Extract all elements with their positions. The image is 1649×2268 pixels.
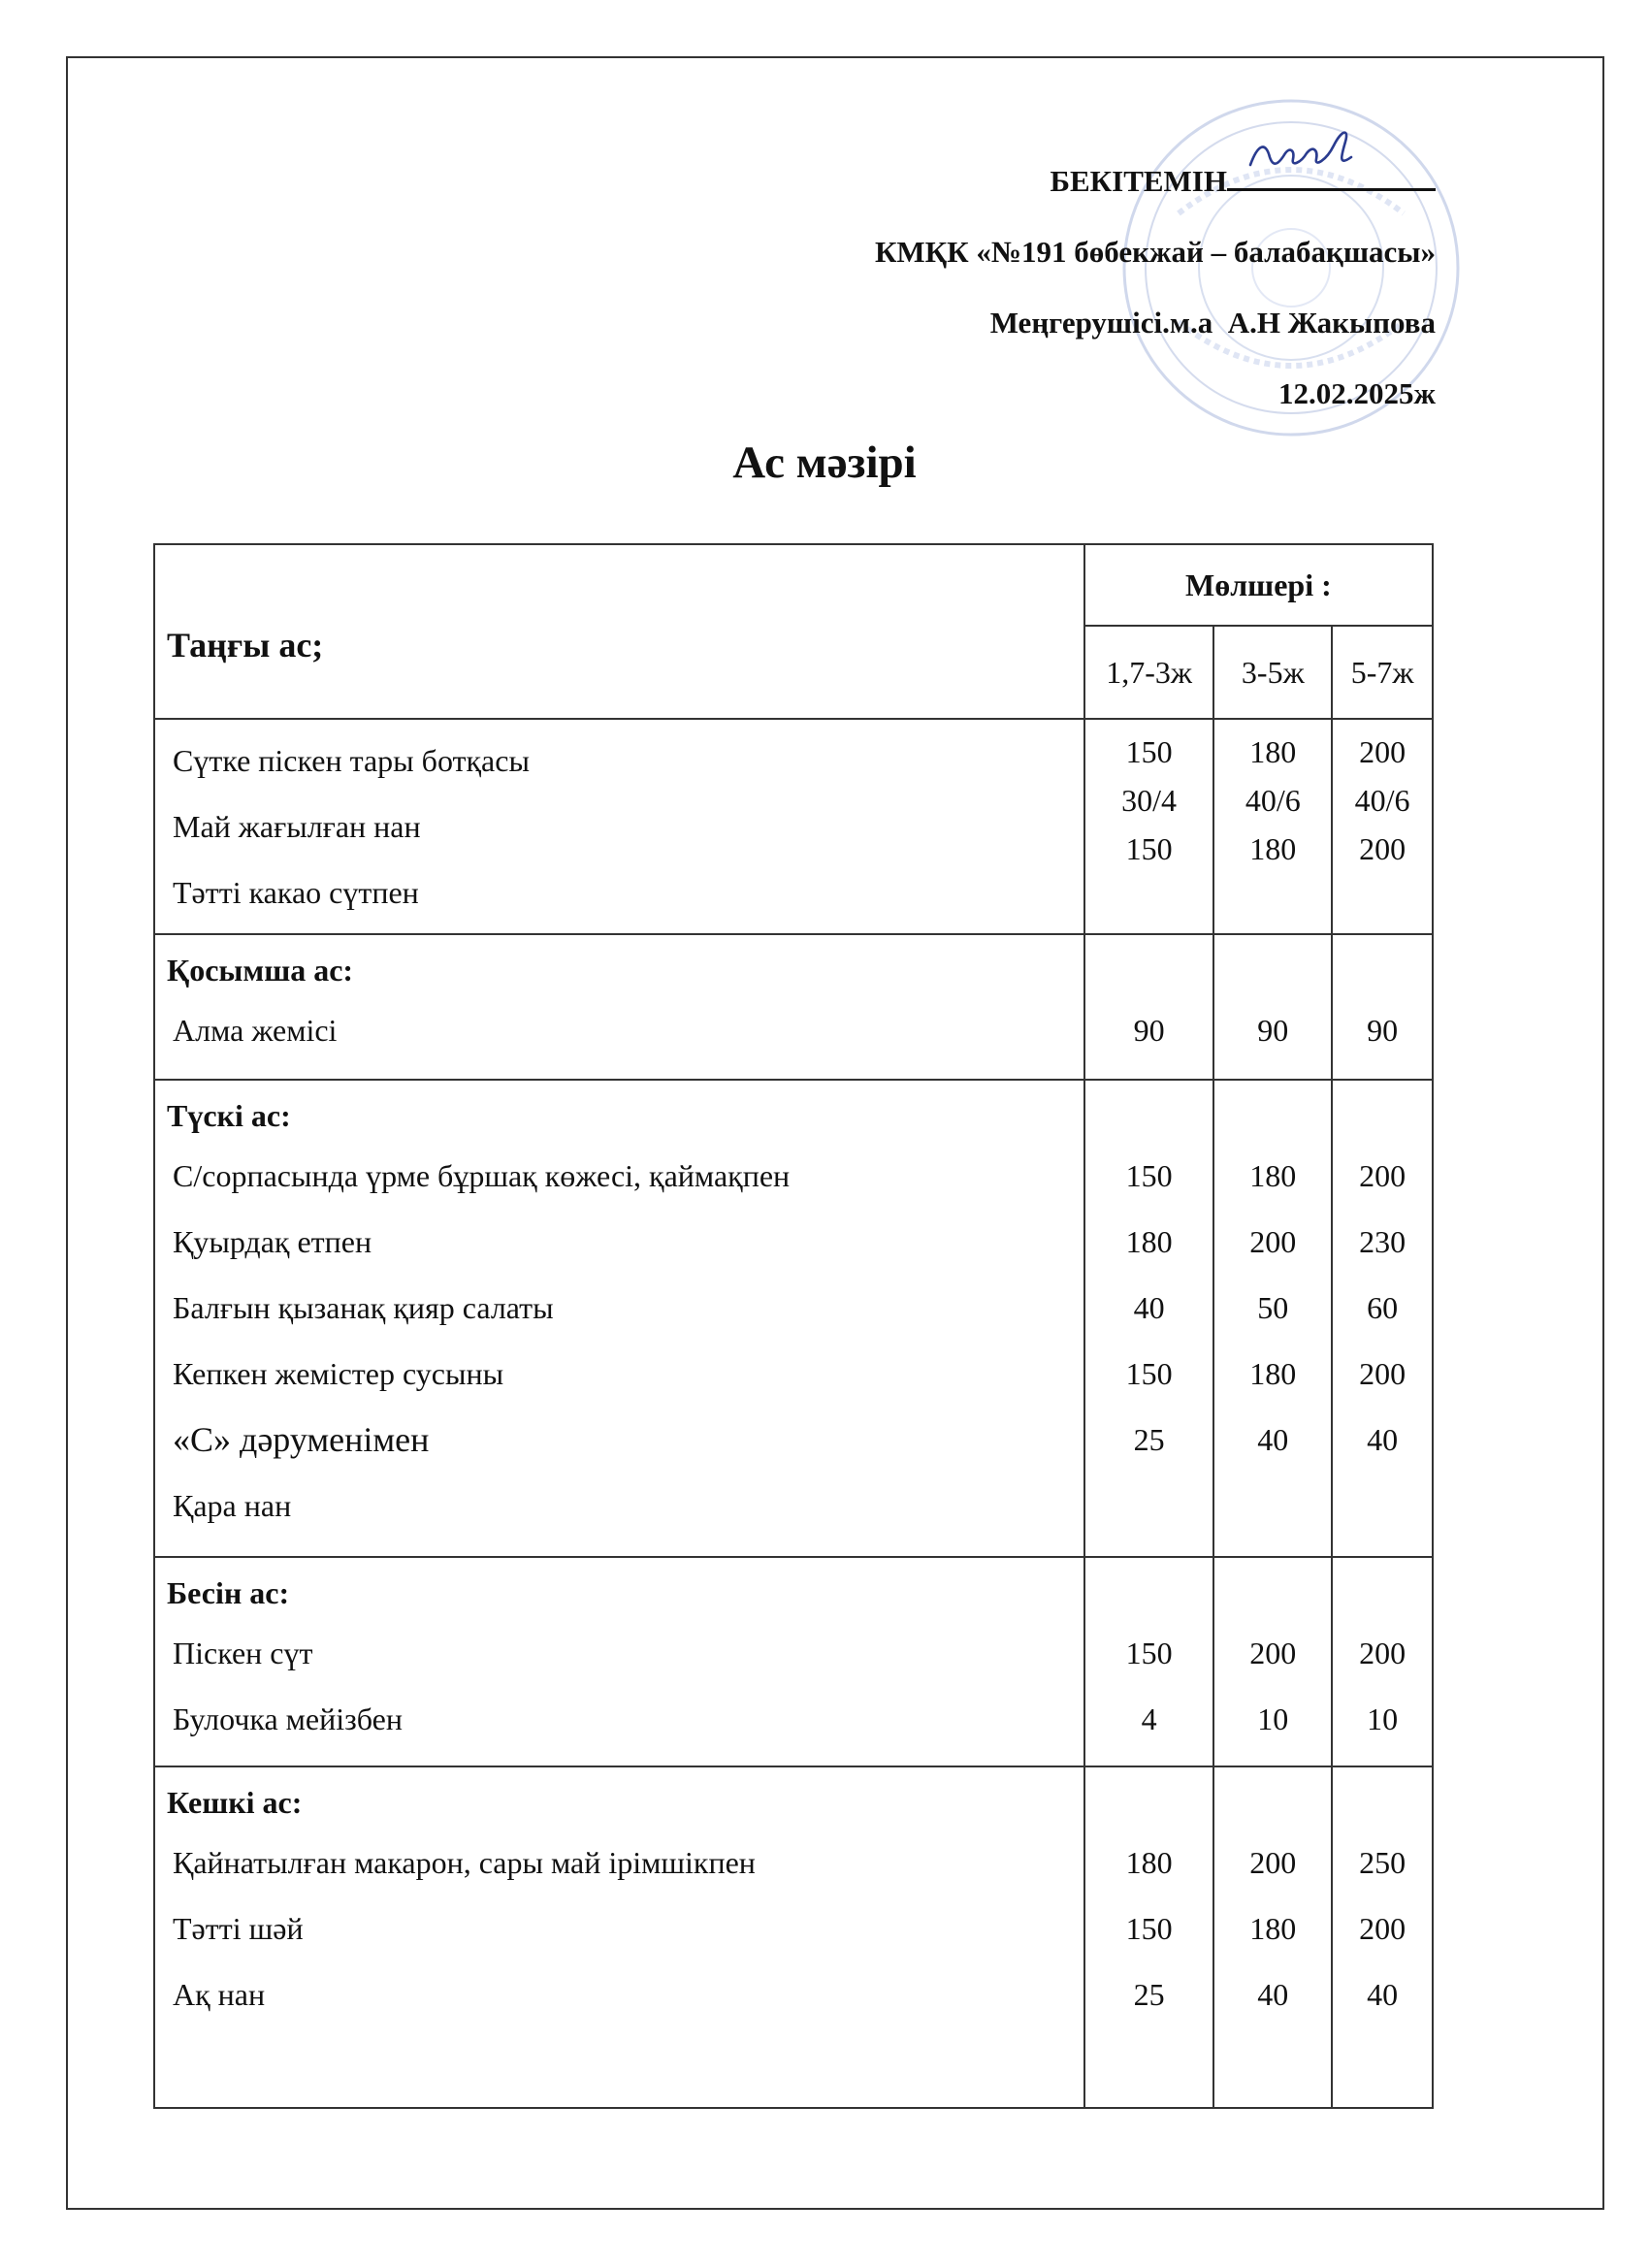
amount-value: 180 bbox=[1249, 1356, 1297, 1391]
amount-value: 50 bbox=[1257, 1290, 1289, 1325]
amount-value: 40 bbox=[1367, 1977, 1399, 2012]
section-title: Бесін ас: bbox=[167, 1575, 290, 1610]
amount-value: 230 bbox=[1359, 1224, 1406, 1259]
amount-value: 40 bbox=[1133, 1290, 1165, 1325]
afternoon-amounts-3 bbox=[1332, 1557, 1433, 1766]
amount-value: 90 bbox=[1367, 1013, 1399, 1048]
afternoon-amounts-1 bbox=[1084, 1557, 1214, 1766]
list-item: Тәтті какао сүтпен bbox=[173, 875, 419, 910]
breakfast-amounts-2 bbox=[1213, 719, 1332, 934]
amount-value: 200 bbox=[1249, 1636, 1297, 1670]
list-item: Қуырдақ етпен bbox=[173, 1224, 372, 1259]
list-item: Піскен сүт bbox=[173, 1636, 313, 1670]
amount-value: 30/4 bbox=[1121, 783, 1178, 818]
amount-value: 200 bbox=[1359, 1356, 1406, 1391]
lunch-items bbox=[154, 1080, 1084, 1557]
page-title: Ас мәзірі bbox=[732, 437, 917, 488]
lunch-amounts-2 bbox=[1213, 1080, 1332, 1557]
section-title: Түскі ас: bbox=[167, 1098, 291, 1133]
amount-value: 180 bbox=[1249, 1911, 1297, 1946]
lunch-amounts-1 bbox=[1084, 1080, 1214, 1557]
approve-label: БЕКІТЕМІН bbox=[1050, 164, 1227, 198]
menu-table bbox=[153, 543, 1434, 2109]
lunch-section bbox=[154, 1080, 1433, 1557]
age-group-3: 5-7ж bbox=[1332, 626, 1433, 719]
amount-value: 10 bbox=[1257, 1701, 1289, 1736]
list-item: Сүтке піскен тары ботқасы bbox=[173, 743, 530, 778]
snack-amounts-1 bbox=[1084, 934, 1214, 1080]
amount-value: 25 bbox=[1133, 1977, 1165, 2012]
head-name: А.Н Жакыпова bbox=[1227, 306, 1436, 340]
dinner-amounts-2 bbox=[1213, 1766, 1332, 2108]
list-item: «С» дәруменімен bbox=[173, 1420, 430, 1459]
section-title: Кешкі ас: bbox=[167, 1785, 303, 1820]
list-item: Балғын қызанақ қияр салаты bbox=[173, 1290, 554, 1325]
breakfast-amounts-3 bbox=[1332, 719, 1433, 934]
age-group-1: 1,7-3ж bbox=[1084, 626, 1214, 719]
approval-date: 12.02.2025ж bbox=[1278, 376, 1436, 410]
amount-value: 180 bbox=[1125, 1224, 1173, 1259]
afternoon-amounts-2 bbox=[1213, 1557, 1332, 1766]
amount-value: 40 bbox=[1367, 1422, 1399, 1457]
amount-value: 200 bbox=[1359, 1636, 1406, 1670]
dinner-items bbox=[154, 1766, 1084, 2108]
amount-value: 180 bbox=[1249, 831, 1297, 866]
amount-value: 60 bbox=[1367, 1290, 1399, 1325]
list-item: Алма жемісі bbox=[173, 1013, 338, 1048]
organization-line: КМҚК «№191 бөбекжай – балабақшасы» bbox=[874, 235, 1436, 269]
amount-value: 40/6 bbox=[1354, 783, 1410, 818]
amount-value: 200 bbox=[1359, 1158, 1406, 1193]
snack-section bbox=[154, 934, 1433, 1080]
snack-items bbox=[154, 934, 1084, 1080]
list-item: Май жағылған нан bbox=[173, 809, 421, 844]
amount-value: 200 bbox=[1359, 1911, 1406, 1946]
amount-value: 200 bbox=[1359, 831, 1406, 866]
first-meal-heading: Таңғы ас; bbox=[154, 544, 1084, 719]
afternoon-items bbox=[154, 1557, 1084, 1766]
amount-value: 90 bbox=[1257, 1013, 1289, 1048]
breakfast-amounts-1 bbox=[1084, 719, 1214, 934]
amount-value: 40/6 bbox=[1245, 783, 1301, 818]
amount-value: 10 bbox=[1367, 1701, 1399, 1736]
amount-header: Мөлшері : bbox=[1084, 544, 1433, 626]
dinner-amounts-1 bbox=[1084, 1766, 1214, 2108]
list-item: Тәтті шәй bbox=[173, 1911, 304, 1946]
amount-value: 40 bbox=[1257, 1422, 1289, 1457]
amount-value: 180 bbox=[1125, 1845, 1173, 1880]
amount-value: 200 bbox=[1359, 734, 1406, 769]
amount-value: 150 bbox=[1125, 1636, 1173, 1670]
amount-value: 200 bbox=[1249, 1845, 1297, 1880]
amount-value: 25 bbox=[1133, 1422, 1165, 1457]
head-title: Меңгерушісі.м.а bbox=[989, 306, 1213, 340]
section-title: Қосымша ас: bbox=[167, 953, 354, 988]
header-row bbox=[154, 544, 1433, 626]
approve-line bbox=[875, 146, 1436, 216]
signature-line bbox=[1227, 153, 1436, 191]
amount-value: 4 bbox=[1141, 1701, 1157, 1736]
approval-block bbox=[875, 146, 1436, 429]
list-item: Ақ нан bbox=[173, 1977, 266, 2012]
breakfast-items bbox=[154, 719, 1084, 934]
amount-value: 150 bbox=[1125, 1356, 1173, 1391]
head-line bbox=[875, 287, 1436, 358]
amount-value: 150 bbox=[1125, 831, 1173, 866]
signature-icon bbox=[1245, 124, 1380, 182]
amount-value: 200 bbox=[1249, 1224, 1297, 1259]
breakfast-section bbox=[154, 719, 1433, 934]
snack-amounts-3 bbox=[1332, 934, 1433, 1080]
afternoon-section bbox=[154, 1557, 1433, 1766]
lunch-amounts-3 bbox=[1332, 1080, 1433, 1557]
amount-value: 180 bbox=[1249, 734, 1297, 769]
amount-value: 40 bbox=[1257, 1977, 1289, 2012]
list-item: Қара нан bbox=[173, 1488, 292, 1523]
dinner-amounts-3 bbox=[1332, 1766, 1433, 2108]
amount-value: 250 bbox=[1359, 1845, 1406, 1880]
snack-amounts-2 bbox=[1213, 934, 1332, 1080]
amount-value: 180 bbox=[1249, 1158, 1297, 1193]
dinner-section bbox=[154, 1766, 1433, 2108]
amount-value: 150 bbox=[1125, 734, 1173, 769]
age-group-2: 3-5ж bbox=[1213, 626, 1332, 719]
amount-value: 150 bbox=[1125, 1911, 1173, 1946]
list-item: С/сорпасында үрме бұршақ көжесі, қаймақпен bbox=[173, 1158, 791, 1193]
list-item: Кепкен жемістер сусыны bbox=[173, 1356, 504, 1391]
amount-value: 150 bbox=[1125, 1158, 1173, 1193]
list-item: Булочка мейізбен bbox=[173, 1701, 403, 1736]
amount-value: 90 bbox=[1133, 1013, 1165, 1048]
list-item: Қайнатылған макарон, сары май ірімшікпен bbox=[173, 1845, 756, 1880]
